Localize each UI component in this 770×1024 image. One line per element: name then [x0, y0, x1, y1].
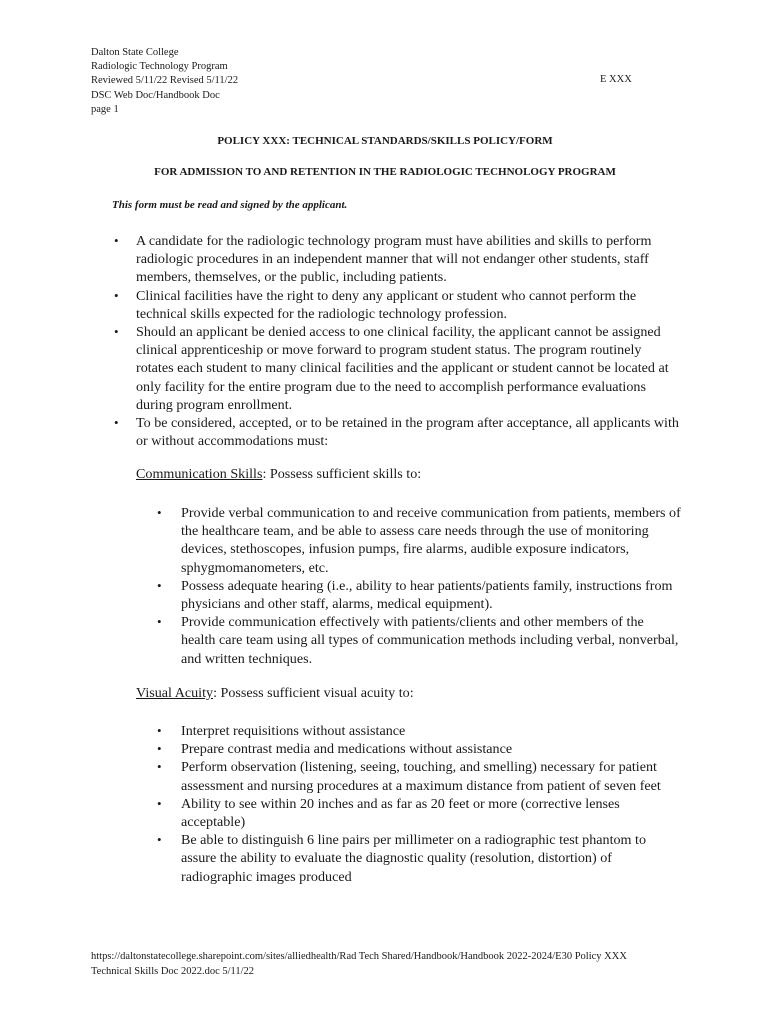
bullet-icon: •	[157, 759, 162, 775]
bullet-icon: •	[157, 505, 162, 520]
list-item	[0, 504, 681, 577]
header-review-dates: Reviewed 5/11/22 Revised 5/11/22	[91, 75, 239, 87]
list-item	[0, 758, 681, 794]
communication-skills-list	[0, 504, 770, 668]
list-item	[0, 831, 681, 886]
list-item	[0, 795, 681, 831]
communication-skills-title: Communication Skills	[136, 466, 263, 482]
visual-acuity-intro: : Possess sufficient visual acuity to:	[213, 685, 414, 701]
main-bullet-list	[0, 232, 770, 450]
list-item-text: Ability to see within 20 inches and as far as 20 feet or more (corrective lenses acceptable)	[181, 795, 620, 831]
list-item-text: Should an applicant be denied access to one clinical facility, the applicant cannot be assigned clinical apprenticeship or move forward to program student status. The program routinely rotates each student to many clinical facilities and the applicant or student cannot be located at only facility for the entire program due to the need to accomplish performance evaluations during program enrollment.	[136, 324, 669, 413]
list-item-text: Be able to distinguish 6 line pairs per millimeter on a radiographic test phantom to assure the ability to evaluate the diagnostic quality (resolution, distortion) of radiographic images produced	[181, 832, 646, 885]
list-item-text: Prepare contrast media and medications without assistance	[181, 741, 513, 758]
list-item-text: Provide communication effectively with patients/clients and other members of the health care team using all types of communication methods including verbal, nonverbal, and written techniques.	[181, 614, 679, 667]
communication-skills-intro: : Possess sufficient skills to:	[262, 466, 422, 482]
list-item-text: Provide verbal communication to and receive communication from patients, members of the healthcare team, and be able to assess care needs through the use of monitoring devices, stethoscopes, infusion pumps, fire alarms, audible exposure indicators, sphygmomanometers, etc.	[181, 505, 681, 576]
list-item-text: A candidate for the radiologic technology program must have abilities and skills to perform radiologic procedures in an independent manner that will not endanger other students, staff members, themselves, or the public, including patients.	[136, 233, 652, 286]
bullet-icon: •	[157, 741, 162, 757]
bullet-icon: •	[157, 577, 162, 593]
visual-acuity-list	[0, 722, 770, 886]
list-item	[0, 613, 681, 668]
list-item-text: Interpret requisitions without assistance	[181, 723, 406, 739]
bullet-icon: •	[157, 614, 162, 630]
policy-title: POLICY XXX: TECHNICAL STANDARDS/SKILLS POLICY/FORM	[217, 135, 553, 147]
list-item-text: Possess adequate hearing (i.e., ability to hear patients/patients family, instructions from physicians and other staff, alarms, medical equipment).	[181, 577, 673, 613]
visual-acuity-heading	[136, 685, 414, 702]
bullet-icon: •	[114, 324, 119, 340]
form-instruction: This form must be read and signed by the applicant.	[112, 199, 348, 211]
list-item	[0, 323, 681, 414]
footer-file-name-date: Technical Skills Doc 2022.doc 5/11/22	[91, 965, 255, 977]
bullet-icon: •	[157, 832, 162, 848]
list-item	[0, 414, 681, 450]
footer-file-path: https://daltonstatecollege.sharepoint.com/sites/alliedhealth/Rad Tech Shared/Handbook/Handbook 2022-2024/E30 Policy XXX	[91, 951, 627, 962]
bullet-icon: •	[114, 233, 119, 248]
list-item	[0, 577, 681, 613]
list-item	[0, 232, 681, 287]
list-item-text: To be considered, accepted, or to be retained in the program after acceptance, all applicants with or without accommodations must:	[136, 415, 679, 450]
policy-subtitle: FOR ADMISSION TO AND RETENTION IN THE RADIOLOGIC TECHNOLOGY PROGRAM	[154, 166, 616, 178]
list-item	[0, 722, 681, 740]
visual-acuity-title: Visual Acuity	[136, 685, 214, 701]
bullet-icon: •	[114, 287, 119, 303]
list-item	[0, 740, 681, 758]
list-item-text: Perform observation (listening, seeing, touching, and smelling) necessary for patient assessment and nursing procedures at a maximum distance from patient of seven feet	[181, 759, 661, 794]
header-program: Radiologic Technology Program	[91, 61, 228, 73]
list-item	[0, 287, 681, 323]
bullet-icon: •	[157, 795, 162, 811]
communication-skills-heading	[136, 466, 421, 483]
header-page-number: page 1	[91, 103, 119, 115]
document-footer	[91, 950, 627, 979]
header-policy-code: E XXX	[600, 74, 632, 85]
header-institution: Dalton State College	[91, 47, 179, 58]
header-doc-type: DSC Web Doc/Handbook Doc	[91, 89, 220, 101]
bullet-icon: •	[114, 415, 119, 431]
list-item-text: Clinical facilities have the right to deny any applicant or student who cannot perform the technical skills expected for the radiologic technology profession.	[136, 287, 637, 322]
document-header	[91, 46, 238, 117]
bullet-icon: •	[157, 723, 162, 738]
